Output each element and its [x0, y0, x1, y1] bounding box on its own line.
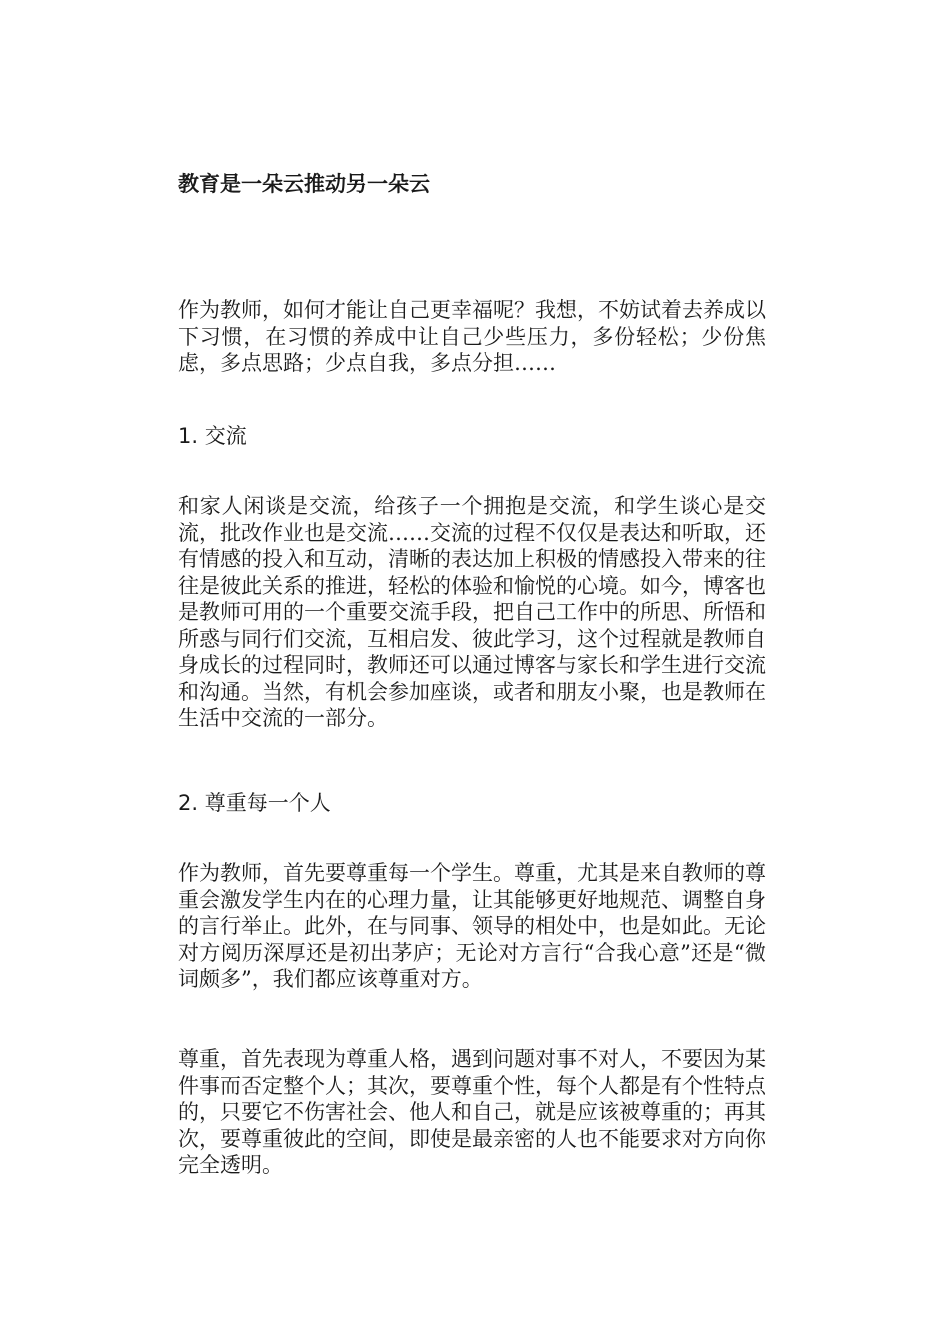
section-1-paragraph-1: 和家人闲谈是交流，给孩子一个拥抱是交流，和学生谈心是交流，批改作业也是交流……交流的过程不仅仅是表达和听取，还有情感的投入和互动，清晰的表达加上积极的情感投入带来的往往是彼此关系的推进，轻松的体验和愉悦的心境。如今，博客也是教师可用的一个重要交流手段，把自己工作中的所思、所悟和所惑与同行们交流，互相启发、彼此学习，这个过程就是教师自身成长的过程同时，教师还可以通过博客与家长和学生进行交流和沟通。当然，有机会参加座谈，或者和朋友小聚，也是教师在生活中交流的一部分。	[178, 494, 766, 730]
section-2-paragraph-1: 作为教师，首先要尊重每一个学生。尊重，尤其是来自教师的尊重会激发学生内在的心理力量，让其能够更好地规范、调整自身的言行举止。此外，在与同事、领导的相处中，也是如此。无论对方阅历深厚还是初出茅庐；无论对方言行“合我心意”还是“微词颇多”，我们都应该尊重对方。	[178, 861, 766, 991]
section-heading-1: 1. 交流	[178, 424, 247, 448]
section-2-paragraph-2: 尊重，首先表现为尊重人格，遇到问题对事不对人，不要因为某件事而否定整个人；其次，要尊重个性，每个人都是有个性特点的，只要它不伤害社会、他人和自己，就是应该被尊重的；再其次，要尊重彼此的空间，即使是最亲密的人也不能要求对方向你完全透明。	[178, 1047, 766, 1177]
intro-paragraph: 作为教师，如何才能让自己更幸福呢？我想，不妨试着去养成以下习惯，在习惯的养成中让自己少些压力，多份轻松；少份焦虑，多点思路；少点自我，多点分担……	[178, 298, 766, 375]
document-title: 教育是一朵云推动另一朵云	[178, 172, 430, 196]
section-heading-2: 2. 尊重每一个人	[178, 791, 331, 815]
